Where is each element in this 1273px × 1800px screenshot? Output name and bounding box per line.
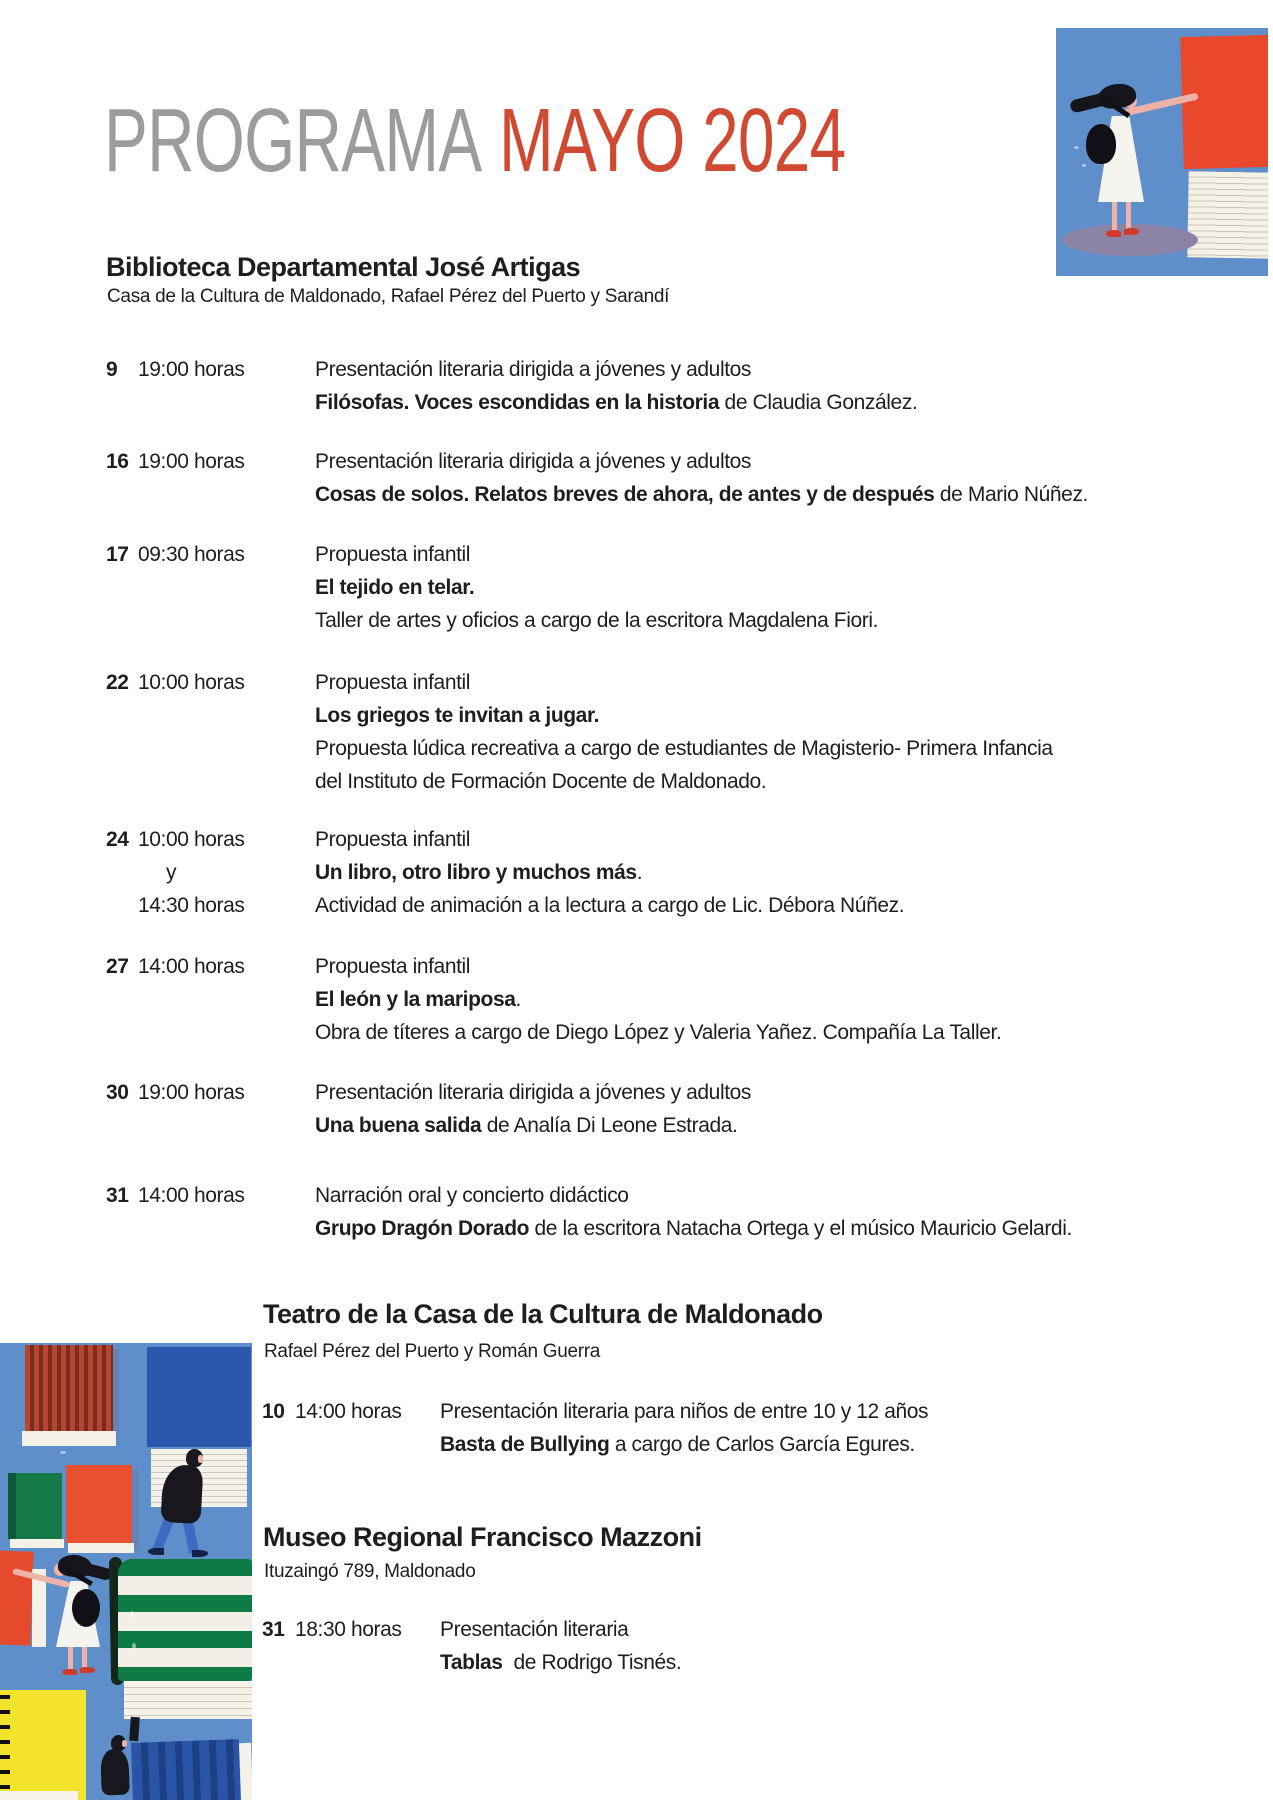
event-time: 14:30 horas — [138, 894, 245, 917]
event-date: 17 — [106, 543, 129, 566]
event-title-text: El tejido en telar. — [315, 576, 475, 599]
yellow-notebook-spiral — [0, 1695, 10, 1799]
woman-bag — [1086, 124, 1116, 164]
event-time-column — [138, 353, 245, 386]
event-date: 16 — [106, 450, 129, 473]
event-time: 19:00 horas — [138, 1081, 245, 1104]
event-title-text: Tablas — [440, 1651, 503, 1674]
event-time: 10:00 horas — [138, 671, 245, 694]
event-time-column — [138, 823, 245, 922]
event-description-line — [315, 386, 917, 419]
orange-book — [66, 1465, 132, 1543]
woman-shoe — [62, 1669, 77, 1675]
yellow-notebook-pages — [0, 1791, 78, 1800]
event-description-line — [440, 1646, 681, 1679]
event-time: 19:00 horas — [138, 450, 245, 473]
event-time: 19:00 horas — [138, 358, 245, 381]
event-description — [315, 950, 1001, 1049]
title-program: PROGRAMA — [104, 91, 482, 191]
event-text: Propuesta infantil — [315, 543, 471, 566]
event-date: 24 — [106, 828, 129, 851]
venue-address: Rafael Pérez del Puerto y Román Guerra — [264, 1341, 601, 1362]
event-description — [315, 1076, 751, 1142]
woman-shoe — [1106, 230, 1121, 237]
striped-green-book-pages — [124, 1681, 252, 1719]
event-date: 27 — [106, 955, 129, 978]
event-time-column — [138, 950, 245, 983]
event-date: 31 — [262, 1618, 285, 1641]
event-description-line — [315, 571, 878, 604]
event-title-text: Filósofas. Voces escondidas en la historia — [315, 391, 720, 414]
event-time: 14:00 horas — [138, 1184, 245, 1207]
event-title-text: Una buena salida — [315, 1114, 482, 1137]
event-text: a cargo de Carlos García Egures. — [609, 1433, 915, 1456]
event-text: Presentación literaria dirigida a jóvenes y adultos — [315, 1081, 752, 1104]
event-text: Propuesta lúdica recreativa a cargo de estudiantes de Magisterio- Primera Infancia — [315, 737, 1053, 760]
event-date: 30 — [106, 1081, 129, 1104]
man-face — [122, 1740, 127, 1747]
green-book — [8, 1473, 62, 1539]
illustration-library-books — [0, 1343, 252, 1800]
event-text: de la escritora Natacha Ortega y el músico Mauricio Gelardi. — [529, 1217, 1072, 1240]
event-text: de Rodrigo Tisnés. — [502, 1651, 682, 1674]
event-text: de Mario Núñez. — [934, 483, 1088, 506]
blue-book — [147, 1347, 251, 1447]
woman-shoe — [1124, 228, 1139, 235]
event-description-line — [315, 1016, 1001, 1049]
event-description — [440, 1395, 928, 1461]
red-book — [0, 1550, 34, 1645]
event-description — [315, 353, 917, 419]
woman-leg — [1126, 202, 1131, 230]
woman-leg — [1112, 202, 1117, 232]
man-figure — [95, 1735, 135, 1800]
event-description-line — [315, 538, 878, 571]
striped-red-book — [25, 1345, 113, 1431]
event-description-line — [315, 950, 1001, 983]
event-time-column — [138, 666, 245, 699]
event-title-text: Un libro, otro libro y muchos más — [315, 861, 637, 884]
event-description-line — [315, 604, 878, 637]
event-date: 10 — [262, 1400, 285, 1423]
event-title-text: Los griegos te invitan a jugar. — [315, 704, 599, 727]
walking-man-figure — [150, 1449, 214, 1557]
event-time-column — [295, 1613, 402, 1646]
event-date: 22 — [106, 671, 129, 694]
event-time: 14:00 horas — [295, 1400, 402, 1423]
man-shoe — [148, 1548, 164, 1555]
event-time: 10:00 horas — [138, 828, 245, 851]
man-shoe — [192, 1550, 208, 1557]
green-book-pages — [10, 1539, 64, 1548]
venue-address: Casa de la Cultura de Maldonado, Rafael Pérez del Puerto y Sarandí — [107, 286, 670, 307]
event-description-line — [315, 889, 904, 922]
striped-blue-book — [131, 1739, 241, 1800]
event-description-line — [315, 1212, 1072, 1245]
event-time-column — [138, 538, 245, 571]
man-coat — [100, 1749, 130, 1796]
event-date: 31 — [106, 1184, 129, 1207]
event-date: 9 — [106, 358, 118, 381]
event-text: Presentación literaria — [440, 1618, 629, 1641]
woman-figure — [1076, 84, 1216, 244]
striped-green-book — [118, 1559, 252, 1681]
title-edition: MAYO 2024 — [498, 91, 846, 191]
event-text: Propuesta infantil — [315, 671, 471, 694]
event-text: Actividad de animación a la lectura a cargo de Lic. Débora Núñez. — [315, 894, 905, 917]
event-time-column — [138, 1179, 245, 1212]
man-leg — [183, 1520, 199, 1553]
event-description-line — [315, 1109, 751, 1142]
event-text: de Claudia González. — [719, 391, 918, 414]
event-description-line — [315, 823, 904, 856]
event-text: Presentación literaria dirigida a jóvenes y adultos — [315, 450, 752, 473]
venue-name: Museo Regional Francisco Mazzoni — [263, 1522, 702, 1552]
event-text: de Analía Di Leone Estrada. — [481, 1114, 738, 1137]
striped-red-book-pages — [22, 1431, 116, 1446]
event-description-line — [315, 765, 1053, 798]
event-text: del Instituto de Formación Docente de Maldonado. — [315, 770, 767, 793]
event-text: . — [515, 988, 521, 1011]
event-text: Narración oral y concierto didáctico — [315, 1184, 629, 1207]
event-text: Presentación literaria para niños de entre 10 y 12 años — [440, 1400, 929, 1423]
page-title — [104, 91, 846, 191]
event-description — [440, 1613, 681, 1679]
event-text: Taller de artes y oficios a cargo de la escritora Magdalena Fiori. — [315, 609, 879, 632]
event-description-line — [440, 1613, 681, 1646]
event-description-line — [315, 445, 1088, 478]
event-description — [315, 666, 1053, 798]
man-face — [198, 1455, 203, 1463]
woman-bag — [72, 1589, 100, 1627]
woman-leg — [82, 1647, 87, 1669]
illustration-woman-red-book — [1056, 28, 1268, 276]
event-title-text: El león y la mariposa — [315, 988, 516, 1011]
event-text: . — [636, 861, 643, 884]
event-time-connector: y — [166, 861, 177, 884]
venue-address: Ituzaingó 789, Maldonado — [264, 1561, 476, 1582]
event-description-line — [315, 1179, 1072, 1212]
man-leg — [152, 1518, 173, 1551]
event-text: Obra de títeres a cargo de Diego López y Valeria Yañez. Compañía La Taller. — [315, 1021, 1002, 1044]
orange-book-pages — [68, 1543, 134, 1553]
event-description — [315, 538, 878, 637]
event-description — [315, 1179, 1072, 1245]
event-time-column — [138, 1076, 245, 1109]
event-description-line — [440, 1395, 928, 1428]
event-title-text: Basta de Bullying — [440, 1433, 610, 1456]
event-time-column — [138, 445, 245, 478]
event-description — [315, 823, 904, 922]
venue-name: Biblioteca Departamental José Artigas — [106, 252, 581, 282]
event-time-column — [295, 1395, 402, 1428]
event-description-line — [315, 353, 917, 386]
event-title-text: Grupo Dragón Dorado — [315, 1217, 530, 1240]
event-description-line — [440, 1428, 928, 1461]
event-time: 09:30 horas — [138, 543, 245, 566]
event-description-line — [315, 478, 1088, 511]
woman-leg — [68, 1647, 73, 1671]
event-description-line — [315, 732, 1053, 765]
event-time: 14:00 horas — [138, 955, 245, 978]
man-coat — [161, 1464, 204, 1524]
woman-shoe — [80, 1667, 95, 1673]
event-text: Propuesta infantil — [315, 955, 471, 978]
event-description-line — [315, 856, 904, 889]
event-text: Presentación literaria dirigida a jóvenes y adultos — [315, 358, 752, 381]
striped-blue-book-edge — [239, 1743, 252, 1800]
event-description — [315, 445, 1088, 511]
event-description-line — [315, 1076, 751, 1109]
event-description-line — [315, 666, 1053, 699]
yellow-notebook — [0, 1690, 86, 1800]
event-text: Propuesta infantil — [315, 828, 471, 851]
event-time: 18:30 horas — [295, 1618, 402, 1641]
event-title-text: Cosas de solos. Relatos breves de ahora, de antes y de después — [315, 483, 935, 506]
event-description-line — [315, 699, 1053, 732]
venue-name: Teatro de la Casa de la Cultura de Maldonado — [263, 1299, 823, 1329]
event-description-line — [315, 983, 1001, 1016]
